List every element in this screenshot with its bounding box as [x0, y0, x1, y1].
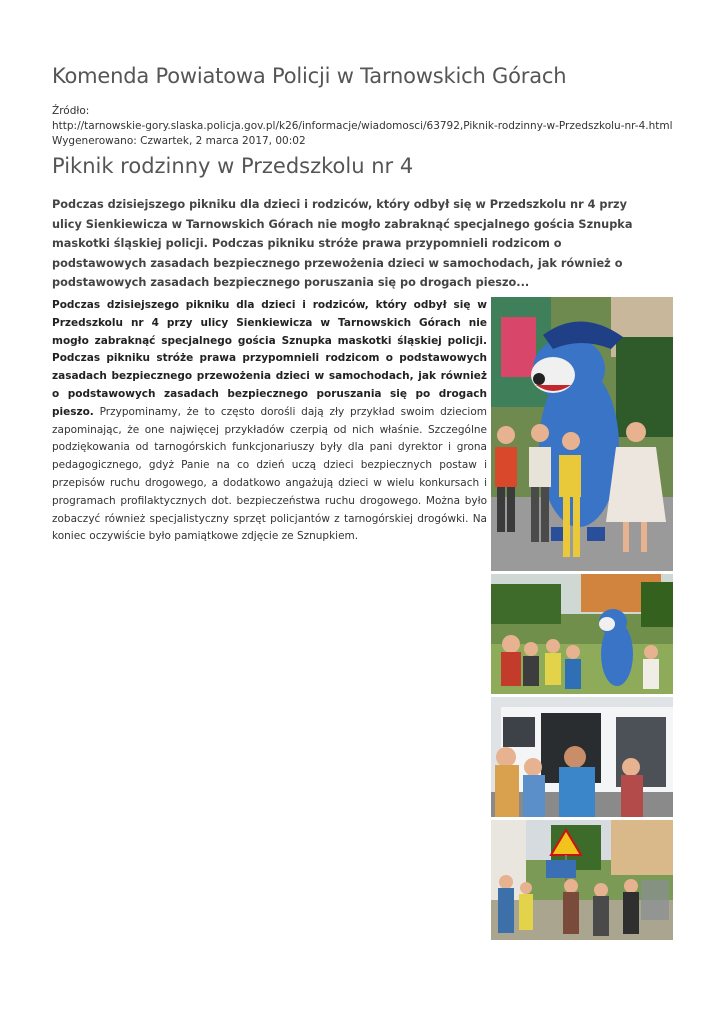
article-lead: Podczas dzisiejszego pikniku dla dzieci i rodziców, który odbył się w Przedszkolu nr 4 przy ulicy Sienkiewicza w Tarnowskich Górach nie mogło zabraknąć specjalnego gościa Sznupka maskotki śląskiej policji. Podczas pikniku stróże prawa przypomnieli rodzicom o podstawowych zasadach bezpiecznego przewożenia dzieci w samochodach, jak również o podstawowych zasadach bezpiecznego poruszania się po drogach pieszo... — [52, 198, 633, 290]
article-body-text: Przypominamy, że to często dorośli dają zły przykład swoim dzieciom zapominając, że one najwięcej przykładów czerpią od nich właśnie. Szczególne podziękowania od tarnogórskich funkcjonariuszy były dla pani dyrektor i grona pedagogicznego, gdyż Panie na co dzień uczą dzieci bezpiecznych postaw i przepisów ruchu drogowego, a dodatkowo angażują dzieci w wielu konkursach i programach profilaktycznych dot. bezpieczeństwa ruchu drogowego. Można było zobaczyć również specjalistyczny sprzęt policjantów z tarnogórskiej drogówki. Na koniec oczywiście było pamiątkowe zdjęcie ze Sznupkiem. — [52, 405, 488, 543]
source-url[interactable]: http://tarnowskie-gory.slaska.policja.gov.pl/k26/informacje/wiadomosci/63792,Piknik-rodzinny-w-Przedszkolu-nr-4.html — [52, 120, 673, 132]
meta-block — [52, 104, 673, 149]
generated-date: Wygenerowano: Czwartek, 2 marca 2017, 00:02 — [52, 135, 306, 147]
article-body-bold: Podczas dzisiejszego pikniku dla dzieci i rodziców, który odbył się w Przedszkolu nr 4 przy ulicy Sienkiewicza w Tarnowskich Górach nie mogło zabraknąć specjalnego gościa Sznupka maskotki śląskiej policji. Podczas pikniku stróże prawa przypomnieli rodzicom o podstawowych zasadach bezpiecznego przewożenia dzieci w samochodach, jak również o podstawowych zasadach bezpiecznego poruszania się po drogach pieszo. — [52, 299, 487, 418]
article-title: Piknik rodzinny w Przedszkolu nr 4 — [52, 154, 414, 178]
source-label: Źródło: — [52, 105, 90, 117]
article-body — [52, 297, 487, 546]
photo-playground-road-sign — [491, 820, 673, 940]
site-title: Komenda Powiatowa Policji w Tarnowskich Górach — [52, 64, 567, 88]
photo-police-van — [491, 697, 673, 817]
photo-mascot-with-children — [491, 297, 673, 571]
photo-crowd-in-garden — [491, 574, 673, 694]
